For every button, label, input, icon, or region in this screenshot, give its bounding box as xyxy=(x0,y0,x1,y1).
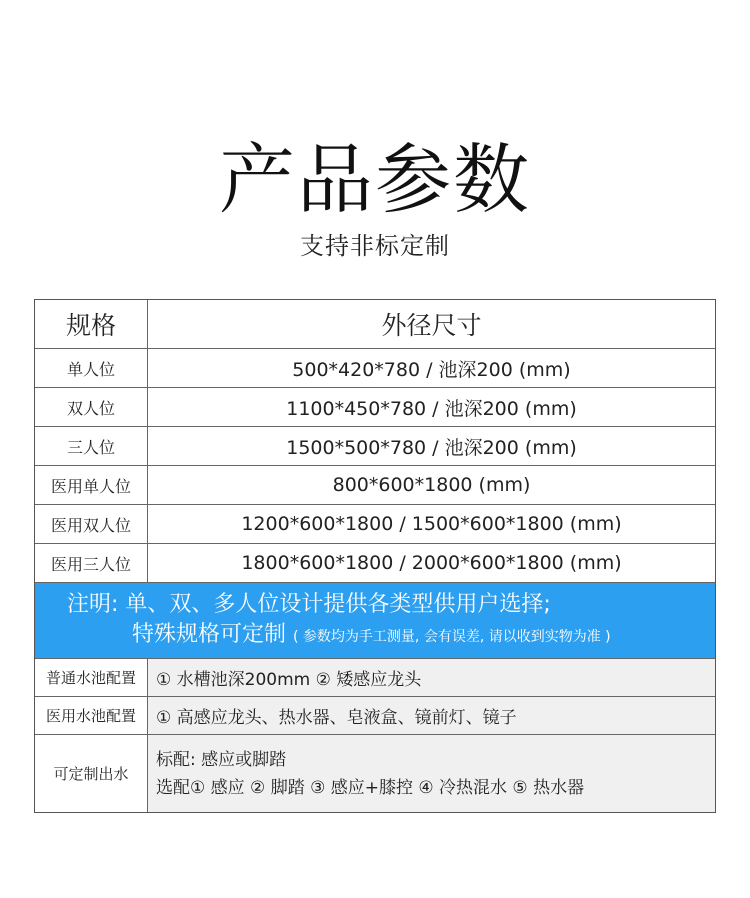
page-subtitle: 支持非标定制 xyxy=(300,232,450,260)
custom-value xyxy=(148,735,715,812)
config-value: ① 高感应龙头、热水器、皂液盒、镜前灯、镜子 xyxy=(148,697,715,734)
spec-size: 1800*600*1800 / 2000*600*1800 (mm) xyxy=(241,552,622,574)
table-row xyxy=(35,388,715,427)
table-row xyxy=(35,466,715,505)
custom-name: 可定制出水 xyxy=(35,735,148,812)
note-line-2 xyxy=(67,620,715,652)
note-line-2-main: 特殊规格可定制 xyxy=(132,621,287,647)
note-banner xyxy=(35,583,715,659)
spec-name: 医用三人位 xyxy=(35,544,148,582)
note-line-2-disclaimer: ( 参数均为手工测量, 会有误差, 请以收到实物为准 ) xyxy=(293,628,611,645)
spec-size: 500*420*780 / 池深200 (mm) xyxy=(292,358,571,381)
spec-size: 1100*450*780 / 池深200 (mm) xyxy=(286,397,577,420)
spec-name: 医用单人位 xyxy=(35,466,148,504)
table-row xyxy=(35,427,715,466)
spec-size: 1500*500*780 / 池深200 (mm) xyxy=(286,436,577,459)
table-header-row xyxy=(35,300,715,349)
header-spec: 规格 xyxy=(35,300,148,348)
table-row xyxy=(35,349,715,388)
config-name: 医用水池配置 xyxy=(35,697,148,734)
custom-standard: 标配: 感应或脚踏 xyxy=(156,749,287,770)
table-row xyxy=(35,544,715,583)
table-row xyxy=(35,735,715,812)
table-row xyxy=(35,697,715,735)
page-title: 产品参数 xyxy=(219,135,531,224)
config-name: 普通水池配置 xyxy=(35,659,148,696)
table-row xyxy=(35,659,715,697)
config-value: ① 水槽池深200mm ② 矮感应龙头 xyxy=(148,659,715,696)
spec-table xyxy=(34,299,716,813)
table-row xyxy=(35,505,715,544)
spec-name: 双人位 xyxy=(35,388,148,426)
spec-name: 三人位 xyxy=(35,427,148,465)
spec-size: 1200*600*1800 / 1500*600*1800 (mm) xyxy=(241,513,622,535)
header-size: 外径尺寸 xyxy=(381,311,482,340)
spec-size: 800*600*1800 (mm) xyxy=(332,474,531,496)
spec-name: 医用双人位 xyxy=(35,505,148,543)
spec-name: 单人位 xyxy=(35,349,148,387)
custom-optional: 选配① 感应 ② 脚踏 ③ 感应+膝控 ④ 冷热混水 ⑤ 热水器 xyxy=(156,777,585,798)
note-line-1: 注明: 单、双、多人位设计提供各类型供用户选择; xyxy=(67,591,551,617)
